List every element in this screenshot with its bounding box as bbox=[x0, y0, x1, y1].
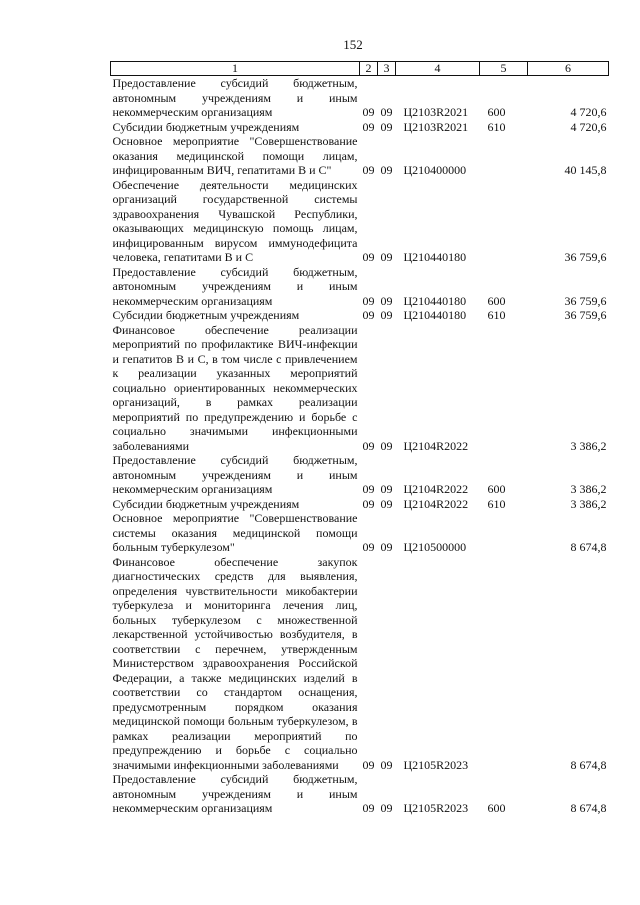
row-section: 09 bbox=[362, 308, 375, 322]
row-section: 09 bbox=[362, 293, 375, 308]
row-amount: 3 386,2 bbox=[570, 496, 607, 511]
table-body bbox=[111, 76, 609, 816]
row-section: 09 bbox=[362, 757, 375, 772]
row-name: Финансовое обеспечение закупок диагностических средств для выявления, определения чувствительности микобактерии туберкулеза и мониторинга лечения лиц, больных туберкулезом с множественной лекарственной устойчивостью возбудителя, в соответствии с перечнем, утвержденным Министерством здравоохранения Российской Федерации, а также медицинских изделий в соответствии со стандартом оснащения, предусмотренным порядком оказания медицинской помощи больным туберкулезом, в рамках реализации мероприятий по предупреждению и борьбе с социально значимыми инфекционными заболеваниями bbox=[112, 554, 358, 772]
row-section: 09 bbox=[362, 250, 375, 264]
row-expense-type bbox=[480, 511, 528, 555]
row-amount: 4 720,6 bbox=[570, 105, 607, 119]
row-expense-type bbox=[480, 555, 528, 773]
row-subsection: 09 bbox=[380, 482, 393, 496]
row-target-code: Ц2105R2023 bbox=[403, 801, 469, 815]
table-row bbox=[111, 308, 609, 323]
row-subsection: 09 bbox=[380, 308, 393, 322]
table-row bbox=[111, 134, 609, 178]
row-name: Субсидии бюджетным учреждениям bbox=[112, 308, 300, 322]
row-name: Предоставление субсидий бюджетным, автономным учреждениям и иным некоммерческим организациям bbox=[112, 76, 358, 119]
row-name: Основное мероприятие "Совершенствование системы оказания медицинской помощи больным туберкулезом" bbox=[112, 511, 358, 554]
row-name: Субсидии бюджетным учреждениям bbox=[112, 119, 300, 134]
row-target-code: Ц2104R2022 bbox=[403, 482, 469, 496]
row-target-code: Ц210440180 bbox=[403, 308, 467, 322]
row-target-code: Ц210500000 bbox=[403, 540, 467, 554]
row-name: Предоставление субсидий бюджетным, автономным учреждениям и иным некоммерческим организациям bbox=[112, 772, 358, 815]
row-name: Основное мероприятие "Совершенствование оказания медицинской помощи лицам, инфицированным ВИЧ, гепатитами В и С" bbox=[112, 134, 358, 177]
header-col-4: 4 bbox=[396, 62, 480, 76]
row-section: 09 bbox=[362, 801, 375, 815]
table-row bbox=[111, 120, 609, 135]
header-col-6: 6 bbox=[528, 62, 609, 76]
row-subsection: 09 bbox=[380, 163, 393, 177]
row-subsection: 09 bbox=[380, 293, 393, 308]
header-col-1: 1 bbox=[111, 62, 360, 76]
row-expense-type: 600 bbox=[487, 105, 506, 119]
row-amount: 8 674,8 bbox=[570, 757, 607, 772]
row-section: 09 bbox=[362, 540, 375, 554]
row-section: 09 bbox=[362, 438, 375, 453]
row-target-code: Ц2104R2022 bbox=[403, 438, 469, 453]
row-section: 09 bbox=[362, 496, 375, 511]
row-amount: 4 720,6 bbox=[570, 119, 607, 134]
table-row bbox=[111, 178, 609, 265]
row-subsection: 09 bbox=[380, 540, 393, 554]
row-subsection: 09 bbox=[380, 119, 393, 134]
row-subsection: 09 bbox=[380, 757, 393, 772]
row-target-code: Ц2105R2023 bbox=[403, 757, 469, 772]
row-target-code: Ц210440180 bbox=[403, 250, 467, 264]
budget-table bbox=[110, 61, 609, 816]
row-subsection: 09 bbox=[380, 438, 393, 453]
row-name: Обеспечение деятельности медицинских организаций государственной системы здравоохранения Чувашской Республики, оказывающих медицинскую помощь лицам, инфицированным вирусом иммунодефицита человека, гепатитами В и С bbox=[112, 177, 358, 264]
row-expense-type: 610 bbox=[487, 496, 506, 511]
row-subsection: 09 bbox=[380, 496, 393, 511]
row-amount: 36 759,6 bbox=[564, 250, 607, 264]
row-amount: 36 759,6 bbox=[564, 293, 607, 308]
row-expense-type: 600 bbox=[487, 482, 506, 496]
table-header bbox=[111, 62, 609, 76]
row-amount: 8 674,8 bbox=[570, 540, 607, 554]
row-name: Предоставление субсидий бюджетным, автономным учреждениям и иным некоммерческим организациям bbox=[112, 453, 358, 496]
table-row bbox=[111, 323, 609, 454]
row-subsection: 09 bbox=[380, 105, 393, 119]
row-expense-type bbox=[480, 323, 528, 454]
header-col-2: 2 bbox=[360, 62, 378, 76]
row-section: 09 bbox=[362, 163, 375, 177]
table-row bbox=[111, 511, 609, 555]
row-target-code: Ц210400000 bbox=[403, 163, 467, 177]
row-expense-type bbox=[480, 178, 528, 265]
row-name: Субсидии бюджетным учреждениям bbox=[112, 496, 300, 511]
row-expense-type: 610 bbox=[487, 308, 506, 322]
table-row bbox=[111, 497, 609, 512]
row-expense-type bbox=[480, 134, 528, 178]
row-amount: 8 674,8 bbox=[570, 801, 607, 815]
row-expense-type: 610 bbox=[487, 119, 506, 134]
row-expense-type: 600 bbox=[487, 801, 506, 815]
row-target-code: Ц210440180 bbox=[403, 293, 467, 308]
row-amount: 3 386,2 bbox=[570, 482, 607, 496]
table-row bbox=[111, 555, 609, 773]
header-row bbox=[111, 62, 609, 76]
row-amount: 36 759,6 bbox=[564, 308, 607, 322]
row-section: 09 bbox=[362, 482, 375, 496]
header-col-5: 5 bbox=[480, 62, 528, 76]
page-number: 152 bbox=[343, 37, 363, 52]
table-row bbox=[111, 265, 609, 309]
row-name: Финансовое обеспечение реализации мероприятий по профилактике ВИЧ-инфекции и гепатитов В и С, в том числе с привлечением к реализации указанных мероприятий социально ориентированных некоммерческих организаций, в рамках реализации мероприятий по предупреждению и борьбе с социально значимыми инфекционными заболеваниями bbox=[112, 322, 358, 453]
table-row bbox=[111, 76, 609, 120]
table-row bbox=[111, 453, 609, 497]
row-amount: 40 145,8 bbox=[564, 163, 607, 177]
table-row bbox=[111, 772, 609, 816]
row-subsection: 09 bbox=[380, 801, 393, 815]
row-name: Предоставление субсидий бюджетным, автономным учреждениям и иным некоммерческим организациям bbox=[112, 264, 358, 308]
row-amount: 3 386,2 bbox=[570, 438, 607, 453]
row-target-code: Ц2103R2021 bbox=[403, 105, 469, 119]
row-expense-type: 600 bbox=[487, 293, 506, 308]
header-col-3: 3 bbox=[378, 62, 396, 76]
row-section: 09 bbox=[362, 119, 375, 134]
row-subsection: 09 bbox=[380, 250, 393, 264]
row-section: 09 bbox=[362, 105, 375, 119]
row-target-code: Ц2104R2022 bbox=[403, 496, 469, 511]
row-target-code: Ц2103R2021 bbox=[403, 119, 469, 134]
